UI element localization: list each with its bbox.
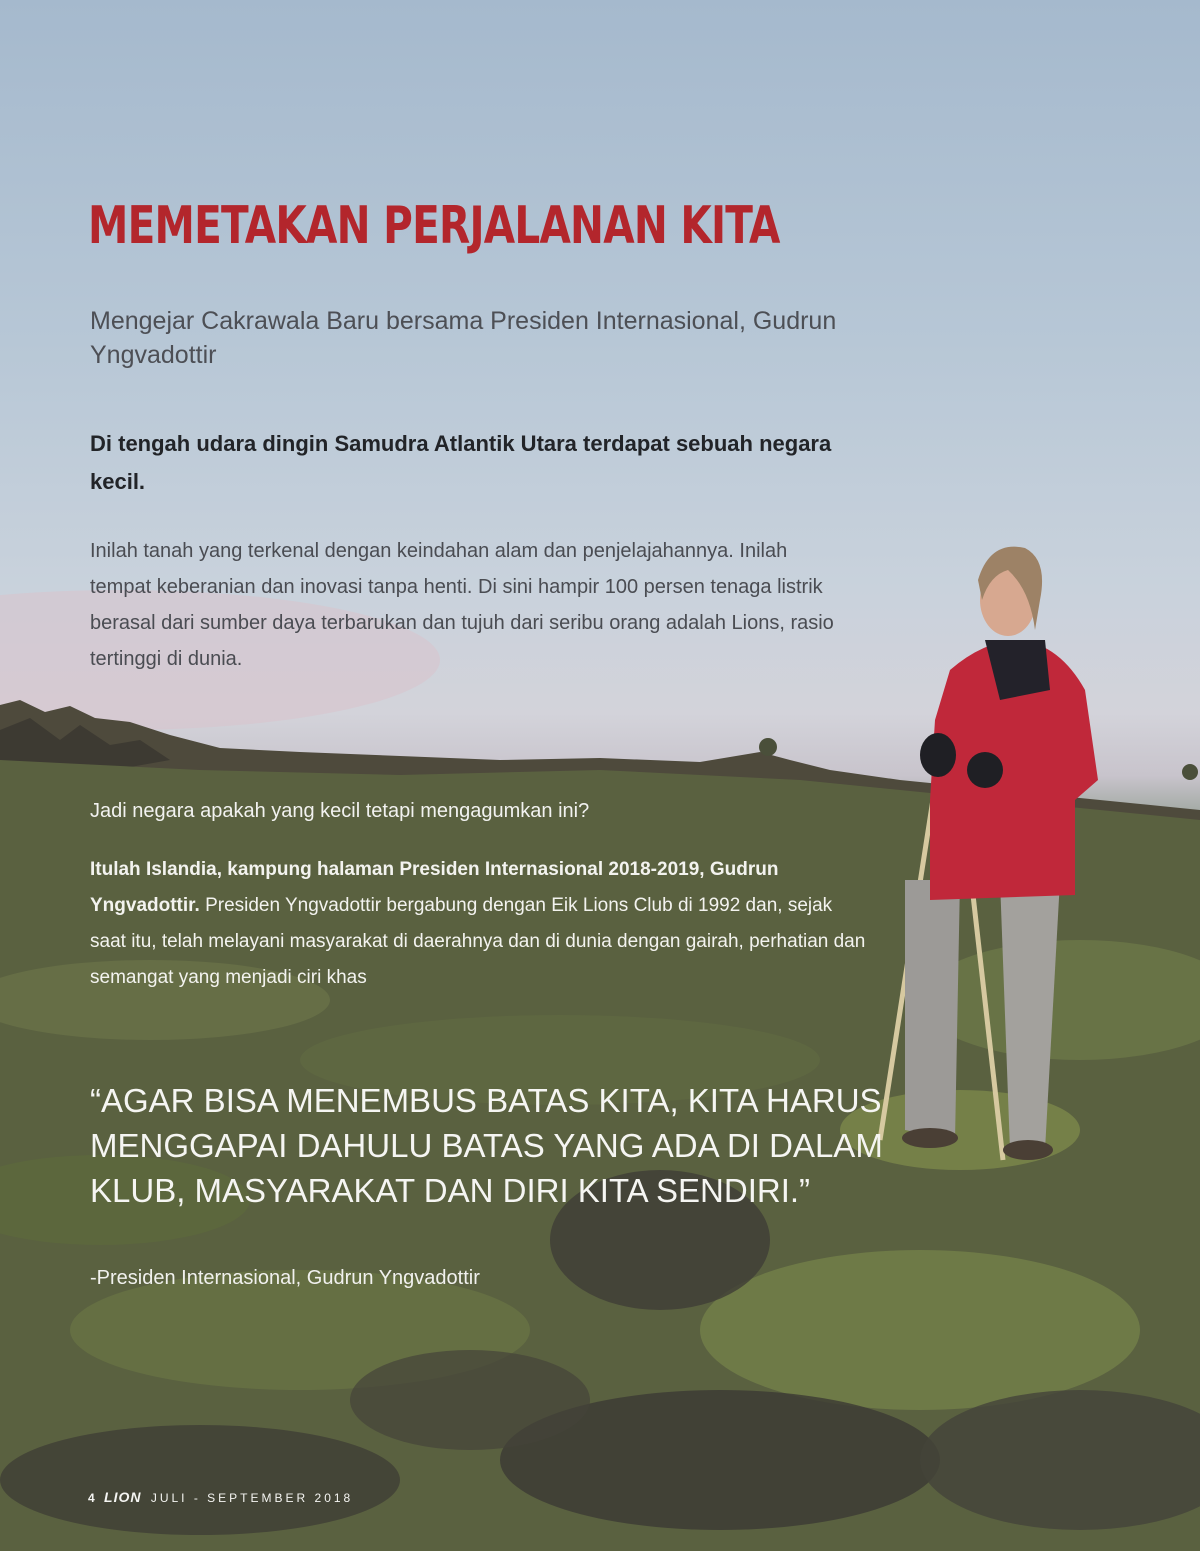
article-subtitle: Mengejar Cakrawala Baru bersama Presiden Internasional, Gudrun Yngvadottir: [90, 307, 837, 369]
quote-attribution: -Presiden Internasional, Gudrun Yngvadottir: [90, 1267, 480, 1289]
paragraph-question: Jadi negara apakah yang kecil tetapi mengagumkan ini?: [90, 800, 590, 822]
paragraph-iceland-rest: Presiden Yngvadottir bergabung dengan Eik Lions Club di 1992 dan, sejak saat itu, telah melayani masyarakat di daerahnya dan di dunia dengan gairah, perhatian dan semangat yang menjadi ciri khas: [90, 895, 866, 988]
page-footer: [88, 1489, 353, 1505]
magazine-name: LION: [104, 1489, 142, 1505]
paragraph-iceland: [90, 852, 870, 996]
page-number: 4: [88, 1491, 95, 1505]
article-lead: Di tengah udara dingin Samudra Atlantik Utara terdapat sebuah negara kecil.: [90, 431, 832, 494]
paragraph-intro: Inilah tanah yang terkenal dengan keindahan alam dan penjelajahannya. Inilah tempat keberanian dan inovasi tanpa henti. Di sini hampir 100 persen tenaga listrik berasal dari sumber daya terbarukan dan tujuh dari seribu orang adalah Lions, rasio tertinggi di dunia.: [90, 540, 834, 670]
pull-quote: “AGAR BISA MENEMBUS BATAS KITA, KITA HARUS MENGGAPAI DAHULU BATAS YANG ADA DI DALAM KLUB, MASYARAKAT DAN DIRI KITA SENDIRI.”: [90, 1082, 883, 1209]
article-title: MEMETAKAN PERJALANAN KITA: [88, 196, 780, 256]
issue-date: JULI - SEPTEMBER 2018: [150, 1491, 354, 1505]
paragraph-iceland-bold: Itulah Islandia, kampung halaman Presiden Internasional 2018-2019, Gudrun Yngvadottir.: [90, 859, 779, 916]
